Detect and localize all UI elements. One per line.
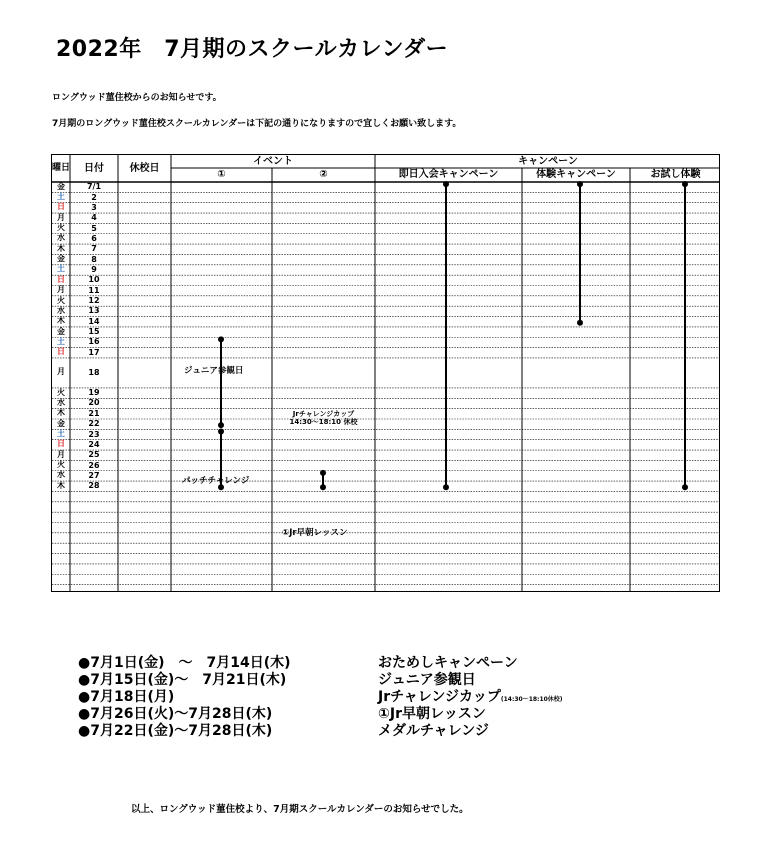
weekday-cell: 木 [57, 480, 65, 490]
summary-item [78, 686, 638, 703]
campaign-free-trial-period-start [682, 181, 688, 187]
intro-text-2: 7月期のロングウッド菫住校スクールカレンダーは下記の通りになりますので宜しくお願い致します。 [52, 119, 462, 129]
weekday-cell: 金 [57, 181, 65, 191]
date-cell: 18 [88, 367, 100, 377]
summary-date: ●7月15日(金)～ 7月21日(木) [78, 672, 287, 688]
header-campaign-1: 即日入会キャンペーン [398, 169, 499, 180]
date-cell: 9 [91, 264, 97, 274]
weekday-cell: 月 [57, 212, 65, 222]
summary-desc: ジュニア参観日 [378, 672, 476, 688]
date-cell: 26 [88, 460, 100, 470]
event-junior-visit-period-end [218, 422, 224, 428]
summary-desc: メダルチャレンジ [378, 723, 489, 739]
date-cell: 3 [91, 202, 97, 212]
date-cell: 7/1 [86, 182, 102, 192]
date-cell: 28 [88, 481, 100, 491]
event-jr-cup-label [272, 410, 375, 426]
date-cell: 12 [88, 296, 100, 306]
weekday-cell: 木 [57, 243, 65, 253]
date-cell: 24 [88, 439, 100, 449]
footer-note: 以上、ロングウッド菫住校より、7月期スクールカレンダーのお知らせでした。 [131, 804, 469, 815]
header-event-2: ② [319, 169, 328, 180]
date-cell: 16 [88, 337, 100, 347]
date-cell: 7 [91, 244, 97, 254]
weekday-cell: 日 [57, 439, 65, 449]
header-campaign-2: 体験キャンペーン [536, 169, 616, 180]
weekday-cell: 火 [57, 295, 65, 305]
date-cell: 10 [88, 275, 100, 285]
summary-desc: おためしキャンペーン [378, 655, 518, 671]
date-cell: 19 [88, 388, 100, 398]
weekday-cell: 木 [57, 408, 65, 418]
date-cell: 14 [88, 316, 100, 326]
weekday-cell: 土 [57, 336, 65, 346]
event-junior-visit-period-start [218, 336, 224, 342]
weekday-cell: 火 [57, 460, 65, 470]
weekday-cell: 土 [57, 192, 65, 202]
weekday-cell: 日 [57, 202, 65, 212]
date-cell: 6 [91, 233, 97, 243]
weekday-cell: 月 [57, 285, 65, 295]
date-cell: 2 [91, 192, 97, 202]
summary-date: ●7月1日(金) ～ 7月14日(木) [78, 655, 291, 671]
date-cell: 22 [88, 419, 100, 429]
header-date: 日付 [84, 163, 104, 174]
weekday-cell: 月 [57, 367, 65, 377]
summary-item [78, 720, 638, 737]
header-event-group: イベント [253, 156, 293, 167]
date-cell: 21 [88, 408, 100, 418]
event-junior-visit-label: ジュニア参観日 [184, 366, 244, 376]
summary-item [78, 652, 638, 669]
header-closed-day: 休校日 [129, 163, 160, 174]
date-cell: 17 [88, 347, 100, 357]
date-cell: 23 [88, 429, 100, 439]
date-cell: 27 [88, 470, 100, 480]
date-cell: 11 [88, 285, 100, 295]
date-cell: 25 [88, 450, 100, 460]
header-campaign-group: キャンペーン [518, 156, 578, 167]
header-campaign-3: お試し体験 [650, 169, 701, 180]
weekday-cell: 土 [57, 264, 65, 274]
date-cell: 4 [91, 213, 97, 223]
header-weekday: 曜日 [52, 163, 71, 173]
date-cell: 13 [88, 306, 100, 316]
weekday-cell: 金 [57, 254, 65, 264]
event-summary-list [78, 652, 638, 737]
event-jr-early-lesson-period-end [320, 484, 326, 490]
campaign-trial-period-end [577, 320, 583, 326]
event-patch-challenge-period-start [218, 429, 224, 435]
event-jr-early-lesson-period-start [320, 470, 326, 476]
date-cell: 8 [91, 254, 97, 264]
summary-desc: ①Jr早朝レッスン [378, 706, 486, 722]
summary-item [78, 669, 638, 686]
weekday-cell: 火 [57, 387, 65, 397]
event-jr-cup-time: 14:30～18:10 休校 [289, 418, 358, 427]
event-jr-cup-name: Jrチャレンジカップ [292, 410, 355, 418]
calendar-grid [52, 155, 720, 592]
weekday-cell: 日 [57, 347, 65, 357]
summary-date: ●7月18日(月) [78, 689, 175, 705]
intro-text-1: ロングウッド菫住校からのお知らせです。 [52, 93, 222, 103]
summary-desc: Jrチャレンジカップ [378, 689, 501, 705]
event-jr-early-lesson-label: ①Jr早朝レッスン [282, 528, 348, 538]
weekday-cell: 水 [57, 397, 65, 407]
page-title: 2022年 7月期のスクールカレンダー [56, 37, 449, 62]
weekday-cell: 水 [57, 305, 65, 315]
summary-date: ●7月22日(金)～7月28日(木) [78, 723, 273, 739]
weekday-cell: 火 [57, 223, 65, 233]
weekday-cell: 金 [57, 326, 65, 336]
summary-item [78, 703, 638, 720]
campaign-instant-join-period-end [443, 484, 449, 490]
campaign-free-trial-period-end [682, 484, 688, 490]
school-calendar-table [51, 154, 720, 592]
weekday-cell: 月 [57, 449, 65, 459]
date-cell: 20 [88, 398, 100, 408]
weekday-cell: 土 [57, 429, 65, 439]
summary-note: (14:30～18:10休校) [500, 696, 563, 703]
event-patch-challenge-label: パッチチャレンジ [182, 476, 250, 486]
date-cell: 5 [91, 223, 97, 233]
header-event-1: ① [217, 169, 226, 180]
weekday-cell: 水 [57, 470, 65, 480]
date-cell: 15 [88, 327, 100, 337]
weekday-cell: 木 [57, 316, 65, 326]
campaign-instant-join-period-start [443, 181, 449, 187]
summary-date: ●7月26日(火)～7月28日(木) [78, 706, 273, 722]
campaign-trial-period-start [577, 181, 583, 187]
weekday-cell: 金 [57, 418, 65, 428]
weekday-cell: 日 [57, 274, 65, 284]
weekday-cell: 水 [57, 233, 65, 243]
